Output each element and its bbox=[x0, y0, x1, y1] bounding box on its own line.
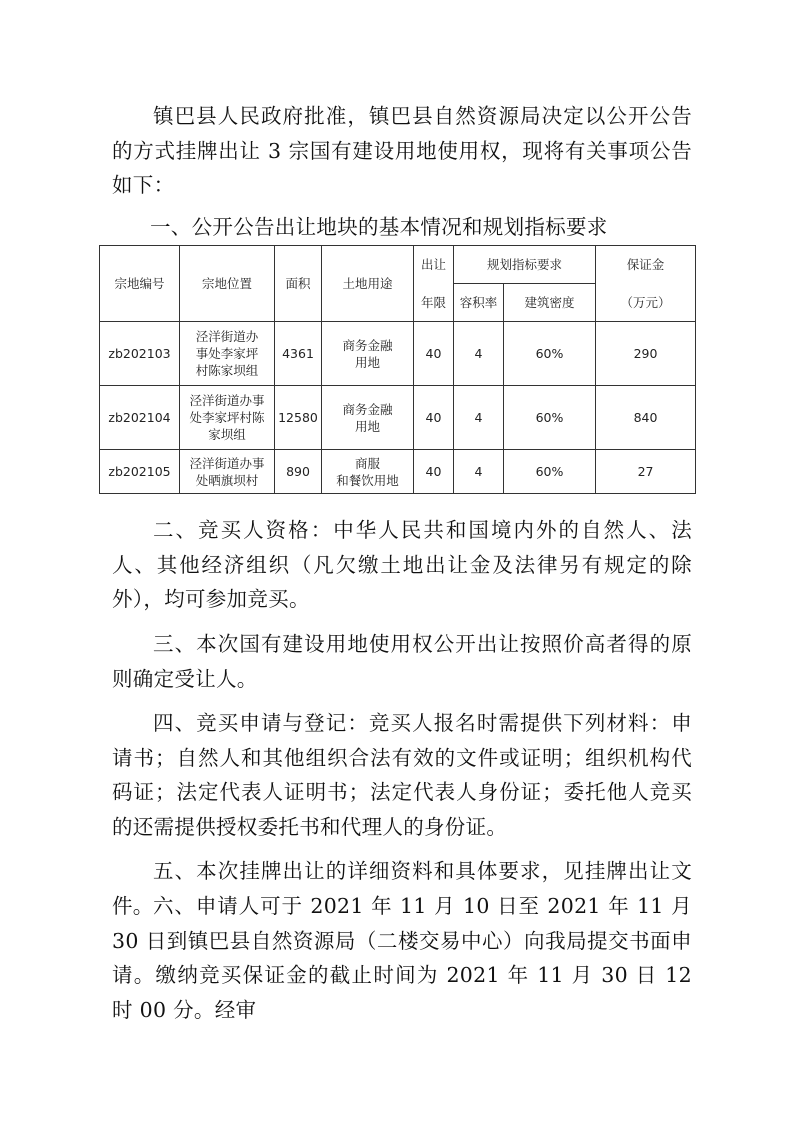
section3-paragraph: 三、本次国有建设用地使用权公开出让按照价高者得的原则确定受让人。 bbox=[112, 632, 692, 691]
location-line: 事处李家坪 bbox=[195, 346, 259, 361]
parcel-no-cell: zb202105 bbox=[100, 450, 180, 494]
term-cell: 40 bbox=[414, 450, 454, 494]
intro-paragraph: 镇巴县人民政府批准，镇巴县自然资源局决定以公开公告的方式挂牌出让 3 宗国有建设用地使用权，现将有关事项公告如下： bbox=[112, 104, 692, 197]
parcel-no-cell: zb202103 bbox=[100, 322, 180, 386]
header-planning: 规划指标要求 bbox=[454, 246, 596, 284]
location-line: 泾洋街道办事 bbox=[189, 393, 265, 408]
density-cell: 60% bbox=[504, 450, 596, 494]
plot-ratio-cell: 4 bbox=[454, 386, 504, 450]
table-row bbox=[100, 386, 696, 450]
deposit-cell: 840 bbox=[596, 386, 696, 450]
deposit-cell: 290 bbox=[596, 322, 696, 386]
location-line: 村陈家坝组 bbox=[195, 363, 259, 378]
header-plot-ratio: 容积率 bbox=[454, 284, 504, 322]
land-use-line: 用地 bbox=[354, 354, 380, 370]
table-row bbox=[100, 450, 696, 494]
location-line: 处李家坪村陈 bbox=[189, 410, 265, 425]
land-use-line: 商服 bbox=[354, 455, 380, 471]
header-area: 面积 bbox=[275, 246, 322, 322]
header-term-bottom: 年限 bbox=[414, 284, 454, 322]
term-cell: 40 bbox=[414, 322, 454, 386]
area-cell: 890 bbox=[275, 450, 322, 494]
section5-paragraph: 五、本次挂牌出让的详细资料和具体要求，见挂牌出让文件。 bbox=[112, 859, 692, 918]
header-location: 宗地位置 bbox=[180, 246, 275, 322]
header-deposit-bottom: （万元） bbox=[596, 284, 696, 322]
location-line: 泾洋街道办事 bbox=[189, 455, 265, 471]
header-term-top: 出让 bbox=[414, 246, 454, 284]
land-parcel-table bbox=[99, 245, 696, 494]
land-use-line: 用地 bbox=[354, 418, 380, 434]
header-density: 建筑密度 bbox=[504, 284, 596, 322]
area-cell: 4361 bbox=[275, 322, 322, 386]
plot-ratio-cell: 4 bbox=[454, 322, 504, 386]
plot-ratio-cell: 4 bbox=[454, 450, 504, 494]
header-land-use: 土地用途 bbox=[322, 246, 414, 322]
table-row bbox=[100, 322, 696, 386]
location-line: 处晒旗坝村 bbox=[195, 472, 259, 488]
land-use-line: 和餐饮用地 bbox=[336, 472, 399, 488]
section1-heading: 一、公开公告出让地块的基本情况和规划指标要求 bbox=[150, 215, 608, 239]
location-line: 家坝组 bbox=[208, 427, 246, 442]
land-use-cell bbox=[322, 386, 414, 450]
land-use-cell bbox=[322, 322, 414, 386]
location-cell bbox=[180, 322, 275, 386]
section2-paragraph: 二、竞买人资格：中华人民共和国境内外的自然人、法人、其他经济组织（凡欠缴土地出让金及法律另有规定的除外），均可参加竞买。 bbox=[112, 518, 692, 611]
section6-paragraph: 六、申请人可于 2021 年 11 月 10 日至 2021 年 11 月 30 日到镇巴县自然资源局（二楼交易中心）向我局提交书面申请。缴纳竞买保证金的截止时间为 2021 年 11 月 30 日 12 时 00 分。经审 bbox=[112, 894, 692, 1022]
land-use-line: 商务金融 bbox=[342, 337, 393, 353]
location-line: 泾洋街道办 bbox=[195, 329, 259, 344]
parcel-no-cell: zb202104 bbox=[100, 386, 180, 450]
area-cell: 12580 bbox=[275, 386, 322, 450]
density-cell: 60% bbox=[504, 322, 596, 386]
location-cell bbox=[180, 386, 275, 450]
location-cell bbox=[180, 450, 275, 494]
land-use-cell bbox=[322, 450, 414, 494]
land-use-line: 商务金融 bbox=[342, 401, 393, 417]
header-parcel-no: 宗地编号 bbox=[100, 246, 180, 322]
header-deposit-top: 保证金 bbox=[596, 246, 696, 284]
section4-paragraph: 四、竞买申请与登记：竞买人报名时需提供下列材料：申请书；自然人和其他组织合法有效的文件或证明；组织机构代码证；法定代表人证明书；法定代表人身份证；委托他人竞买的还需提供授权委托书和代理人的身份证。 bbox=[112, 711, 692, 839]
term-cell: 40 bbox=[414, 386, 454, 450]
density-cell: 60% bbox=[504, 386, 596, 450]
deposit-cell: 27 bbox=[596, 450, 696, 494]
